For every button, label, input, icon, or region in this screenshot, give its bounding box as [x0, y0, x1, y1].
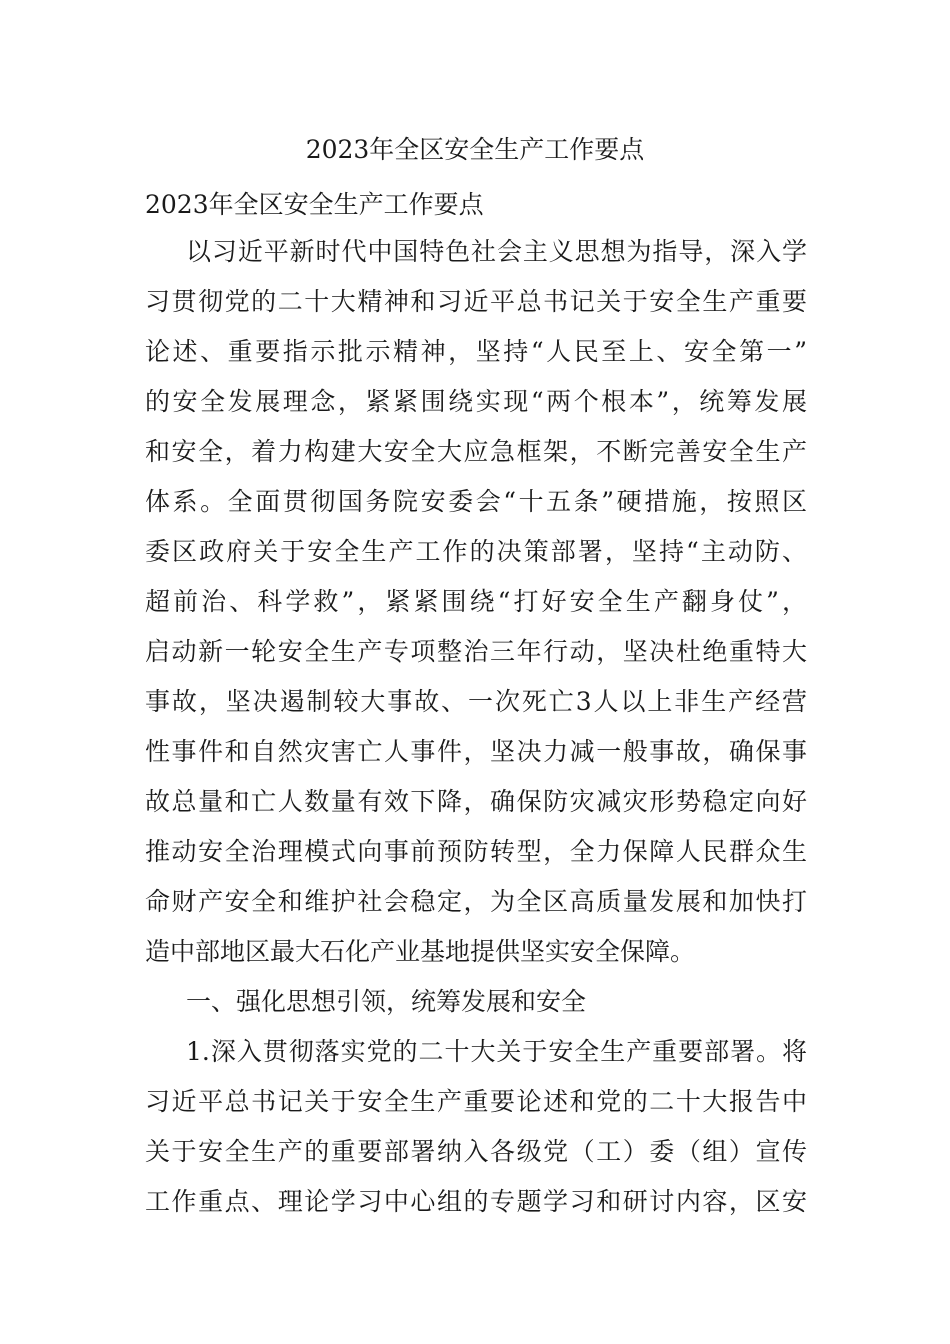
paragraph-line: 委区政府关于安全生产工作的决策部署，坚持“主动防、 — [145, 537, 807, 566]
section-heading: 一、强化思想引领，统筹发展和安全 — [186, 987, 587, 1016]
paragraph-line: 推动安全治理模式向事前预防转型，全力保障人民群众生 — [145, 837, 807, 866]
paragraph-line: 以习近平新时代中国特色社会主义思想为指导，深入学 — [186, 237, 807, 266]
paragraph-line: 超前治、科学救”，紧紧围绕“打好安全生产翻身仗”， — [145, 587, 807, 616]
paragraph-line: 命财产安全和维护社会稳定，为全区高质量发展和加快打 — [145, 887, 807, 916]
paragraph-line: 故总量和亡人数量有效下降，确保防灾减灾形势稳定向好 — [145, 787, 807, 816]
paragraph-line: 论述、重要指示批示精神，坚持“人民至上、安全第一” — [145, 337, 807, 366]
paragraph-line: 体系。全面贯彻国务院安委会“十五条”硬措施，按照区 — [145, 487, 807, 516]
paragraph-line: 习贯彻党的二十大精神和习近平总书记关于安全生产重要 — [145, 287, 807, 316]
paragraph-line: 性事件和自然灾害亡人事件，坚决力减一般事故，确保事 — [145, 737, 807, 766]
document-title: 2023年全区安全生产工作要点 — [305, 135, 645, 164]
paragraph-line: 启动新一轮安全生产专项整治三年行动，坚决杜绝重特大 — [145, 637, 807, 666]
paragraph-line: 1.深入贯彻落实党的二十大关于安全生产重要部署。将 — [186, 1037, 807, 1066]
document-subtitle: 2023年全区安全生产工作要点 — [145, 190, 484, 219]
paragraph-line: 工作重点、理论学习中心组的专题学习和研讨内容，区安 — [145, 1187, 807, 1216]
paragraph-line: 习近平总书记关于安全生产重要论述和党的二十大报告中 — [145, 1087, 807, 1116]
paragraph-line: 的安全发展理念，紧紧围绕实现“两个根本”，统筹发展 — [145, 387, 807, 416]
paragraph-line: 造中部地区最大石化产业基地提供坚实安全保障。 — [145, 937, 696, 966]
paragraph-line: 和安全，着力构建大安全大应急框架，不断完善安全生产 — [145, 437, 807, 466]
paragraph-line: 关于安全生产的重要部署纳入各级党（工）委（组）宣传 — [145, 1137, 807, 1166]
paragraph-line: 事故，坚决遏制较大事故、一次死亡3人以上非生产经营 — [145, 687, 807, 716]
